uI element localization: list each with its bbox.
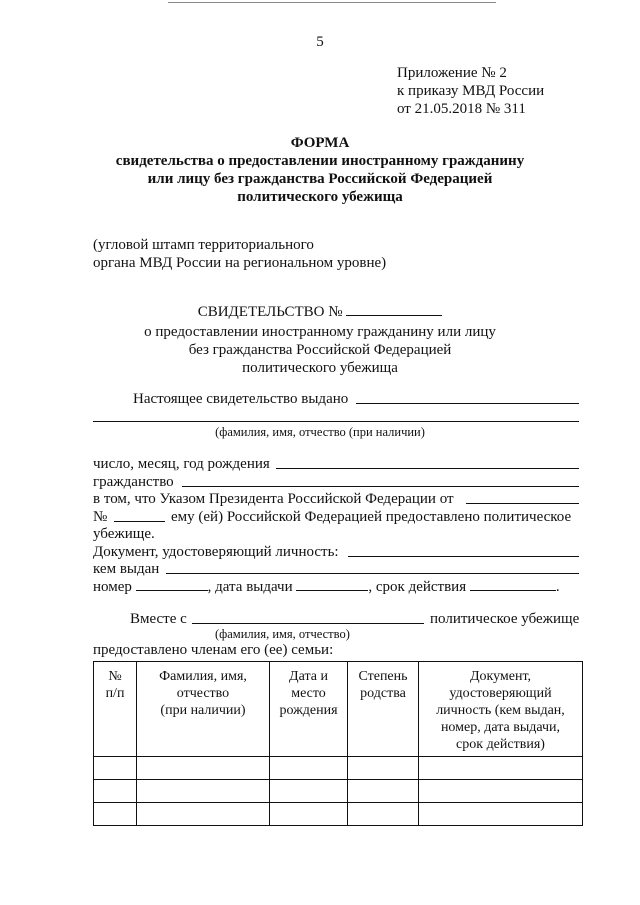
certificate-line-2: о предоставлении иностранному гражданину или лицу	[144, 324, 496, 340]
issued-by-field[interactable]	[166, 573, 579, 574]
appendix-line-3: от 21.05.2018 № 311	[397, 101, 526, 117]
table-cell[interactable]	[270, 780, 348, 803]
issue-date-label: , дата выдачи	[207, 579, 293, 595]
validity-label: , срок действия	[368, 579, 467, 595]
form-subtitle-line-2: или лицу без гражданства Российской Федерацией	[147, 171, 493, 187]
table-cell[interactable]	[94, 803, 137, 826]
table-cell[interactable]	[137, 757, 270, 780]
number-label: номер	[93, 579, 132, 595]
table-row	[94, 803, 583, 826]
certificate-line-4: политического убежища	[242, 360, 398, 376]
citizenship-label: гражданство	[93, 474, 174, 490]
decree-label: в том, что Указом Президента Российской Федерации от	[93, 491, 454, 507]
table-cell[interactable]	[137, 780, 270, 803]
citizenship-field[interactable]	[182, 486, 579, 487]
table-cell[interactable]	[419, 803, 583, 826]
family-members-label: предоставлено членам его (ее) семьи:	[93, 642, 334, 658]
family-table	[93, 661, 583, 826]
header-number	[94, 662, 137, 757]
together-label: Вместе с	[130, 611, 187, 627]
header-number-text: № п/п	[105, 669, 125, 701]
issued-to-field[interactable]	[356, 403, 579, 404]
issued-by-label: кем выдан	[93, 561, 160, 577]
together-after: политическое убежище	[430, 611, 580, 627]
issued-to-field-line-2[interactable]	[93, 421, 579, 422]
issued-to-label: Настоящее свидетельство выдано	[133, 391, 349, 407]
birth-label: число, месяц, год рождения	[93, 456, 270, 472]
table-cell[interactable]	[270, 803, 348, 826]
header-document-text: Документ, удостоверяющий личность (кем выдан, номер, дата выдачи, срок действия)	[436, 669, 565, 752]
header-relation-text: Степень родства	[358, 669, 408, 701]
decree-date-field[interactable]	[466, 503, 579, 504]
number-field[interactable]	[136, 578, 208, 591]
certificate-line-3: без гражданства Российской Федерацией	[188, 342, 452, 358]
form-subtitle-line-3: политического убежища	[237, 189, 403, 205]
form-title: ФОРМА	[290, 135, 350, 151]
form-subtitle-line-1: свидетельства о предоставлении иностранному гражданину	[115, 153, 525, 169]
header-document	[419, 662, 583, 757]
table-header-row	[94, 662, 583, 757]
stamp-line-2: органа МВД России на региональном уровне)	[93, 255, 387, 271]
certificate-number-field[interactable]	[346, 303, 442, 316]
granted-text: ему (ей) Российской Федерацией предоставлено политическое	[171, 509, 572, 525]
table-cell[interactable]	[270, 757, 348, 780]
table-cell[interactable]	[348, 780, 419, 803]
number-row	[93, 578, 560, 596]
family-names-field[interactable]	[192, 623, 424, 624]
header-full-name-text: Фамилия, имя, отчество (при наличии)	[159, 669, 247, 718]
certificate-title: СВИДЕТЕЛЬСТВО №	[197, 304, 343, 320]
validity-field[interactable]	[470, 578, 556, 591]
validity-dot: .	[555, 579, 560, 595]
table-cell[interactable]	[348, 757, 419, 780]
top-edge-line	[168, 2, 496, 3]
asylum-text: убежище.	[93, 526, 155, 542]
appendix-line-2: к приказу МВД России	[397, 83, 545, 99]
table-body	[94, 757, 583, 826]
document-label: Документ, удостоверяющий личность:	[93, 544, 339, 560]
page-number: 5	[316, 34, 324, 50]
certificate-title-row	[0, 303, 640, 321]
header-relation	[348, 662, 419, 757]
table-cell[interactable]	[94, 780, 137, 803]
table-cell[interactable]	[419, 757, 583, 780]
table-cell[interactable]	[348, 803, 419, 826]
document-field[interactable]	[348, 556, 579, 557]
appendix-line-1: Приложение № 2	[397, 65, 507, 81]
issue-date-field[interactable]	[296, 578, 368, 591]
together-caption: (фамилия, имя, отчество)	[215, 627, 350, 641]
birth-field[interactable]	[276, 468, 579, 469]
table-cell[interactable]	[94, 757, 137, 780]
table-cell[interactable]	[137, 803, 270, 826]
decree-number-label: №	[93, 509, 108, 525]
table-row	[94, 780, 583, 803]
table-row	[94, 757, 583, 780]
header-birth	[270, 662, 348, 757]
decree-number-field[interactable]	[114, 521, 165, 522]
header-birth-text: Дата и место рождения	[279, 669, 338, 718]
stamp-line-1: (угловой штамп территориального	[93, 237, 314, 253]
header-full-name	[137, 662, 270, 757]
table-cell[interactable]	[419, 780, 583, 803]
issued-to-caption: (фамилия, имя, отчество (при наличии)	[215, 425, 425, 439]
